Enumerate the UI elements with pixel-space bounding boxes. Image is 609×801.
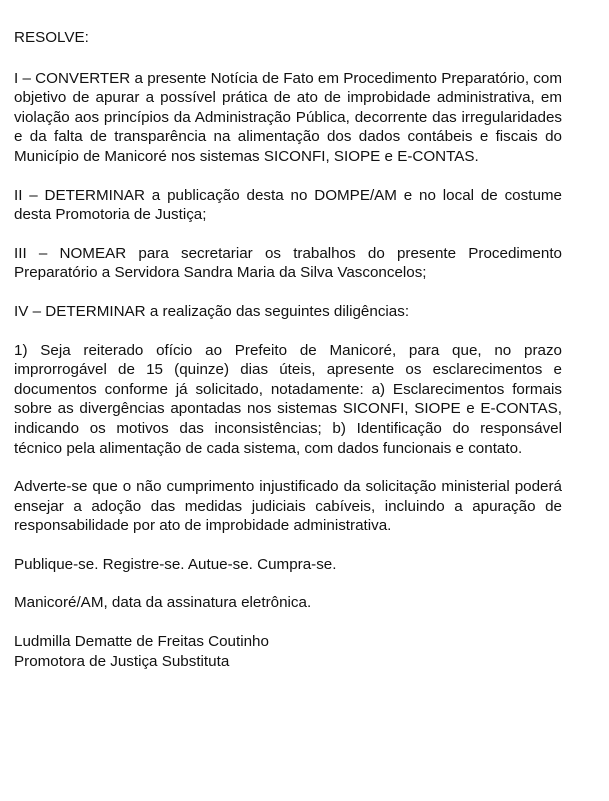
signatory-title: Promotora de Justiça Substituta	[14, 652, 230, 670]
item-iv-diligencias: IV – DETERMINAR a realização das seguintes diligências:	[14, 302, 410, 320]
diligence-1: 1) Seja reiterado ofício ao Prefeito de Manicoré, para que, no prazo improrrogável de 15 (quinze) dias úteis, apresente os esclarecimentos e documentos conforme já solicitado, notadamente: a) Esclarecimentos formais sobre as divergências apontadas nos sistemas SICONFI, SIOPE e E-CONTAS, indicando os motivos das inconsistências; b) Identificação do responsável técnico pela alimentação de cada sistema, com dados funcionais e contato.	[14, 341, 562, 457]
item-iii-nomear: III – NOMEAR para secretariar os trabalhos do presente Procedimento Preparatório a Servidora Sandra Maria da Silva Vasconcelos;	[14, 244, 562, 282]
warning-paragraph: Adverte-se que o não cumprimento injustificado da solicitação ministerial poderá ensejar a adoção das medidas judiciais cabíveis, incluindo a apuração de responsabilidade por ato de improbidade administrativa.	[14, 478, 562, 535]
signature-block	[14, 632, 562, 671]
place-date: Manicoré/AM, data da assinatura eletrônica.	[14, 594, 312, 612]
item-ii-determinar-publicacao: II – DETERMINAR a publicação desta no DOMPE/AM e no local de costume desta Promotoria de Justiça;	[14, 186, 562, 224]
resolve-heading: RESOLVE:	[14, 29, 89, 46]
publication-order: Publique-se. Registre-se. Autue-se. Cumpra-se.	[14, 555, 337, 573]
signatory-name: Ludmilla Dematte de Freitas Coutinho	[14, 633, 269, 651]
document-page	[14, 28, 562, 671]
item-i-converter: I – CONVERTER a presente Notícia de Fato em Procedimento Preparatório, com objetivo de apurar a possível prática de ato de improbidade administrativa, em violação aos princípios da Administração Pública, decorrente das irregularidades e da falta de transparência na alimentação dos dados contábeis e fiscais do Município de Manicoré nos sistemas SICONFI, SIOPE e E-CONTAS.	[14, 69, 562, 165]
